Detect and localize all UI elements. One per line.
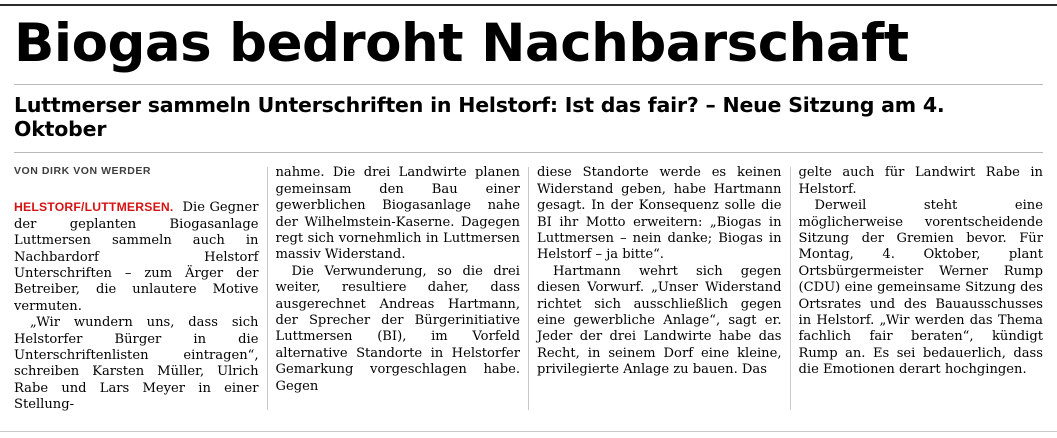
byline: VON DIRK VON WERDER [14,165,152,178]
article-columns [14,165,1043,413]
column-2-paragraph-2: Die Verwunderung, so die drei weiter, resultiere daher, dass ausgerechnet Andreas Hartmann, der Sprecher der Bürgerinitiative Luttmersen (BI), im Vorfeld alternative Standorte in Helstorfer Gemarkung vorgeschlagen habe. Gegen [275,263,520,394]
column-divider-2 [528,167,529,409]
bottom-divider [0,431,1057,432]
top-divider [0,4,1057,6]
subheadline-divider [14,152,1043,153]
article-column-3 [537,165,782,413]
column-1-paragraph-2: „Wir wundern uns, dass sich Helstorfer Bürger in die Unterschriftenlisten eintragen“, schreiben Karsten Müller, Ulrich Rabe und Lars Meyer in einer Stellung- [14,315,259,413]
dateline: HELSTORF/LUTTMERSEN. [14,200,174,215]
column-2-paragraph-1: nahme. Die drei Landwirte planen gemeinsam den Bau einer gewerblichen Biogasanlage nahe der Wilhelmstein-Kaserne. Dagegen regt sich vornehmlich in Luttmersen massiv Widerstand. [275,165,520,263]
article-column-4 [799,165,1044,413]
column-3-paragraph-1: diese Standorte werde es keinen Widerstand geben, habe Hartmann gesagt. In der Konsequenz solle die BI ihr Motto erweitern: „Biogas in Luttmersen – nein danke; Biogas in Helstorf – ja bitte“. [537,165,782,263]
article-column-2 [276,165,521,413]
column-1-text [14,199,259,413]
column-4-paragraph-2: Derweil steht eine möglicherweise vorentscheidende Sitzung der Gremien bevor. Für Montag, 4. Oktober, plant Ortsbürgermeister Werner Rump (CDU) eine gemeinsame Sitzung des Ortsrates und des Bauausschusses in Helstorf. „Wir werden das Thema fachlich fair beraten“, kündigt Rump an. Es sei bedauerlich, dass die Emotionen derart hochgingen. [798,198,1043,378]
column-divider-1 [267,167,268,409]
column-divider-3 [790,167,791,409]
column-3-paragraph-2: Hartmann wehrt sich gegen diesen Vorwurf. „Unser Widerstand richtet sich ausschließlich gegen eine gewerbliche Anlage“, sagt er. Jeder der drei Landwirte habe das Recht, in seinem Dorf eine kleine, privilegierte Anlage zu bauen. Das [537,263,782,378]
column-4-paragraph-1: gelte auch für Landwirt Rabe in Helstorf. [798,165,1043,197]
article-column-1 [14,165,259,413]
column-3-text [537,165,782,378]
article-subheadline: Luttmerser sammeln Unterschriften in Helstorf: Ist das fair? – Neue Sitzung am 4. Oktober [14,93,945,141]
column-4-text [799,165,1044,378]
column-2-text [276,165,521,395]
page-title: Biogas bedroht Nachbarschaft [14,13,909,74]
column-1-paragraph-1: Die Gegner der geplanten Biogasanlage Luttmersen sammeln auch in Nachbardorf Helstorf Unterschriften – zum Ärger der Betreiber, die unlautere Motive vermuten. [14,200,259,314]
